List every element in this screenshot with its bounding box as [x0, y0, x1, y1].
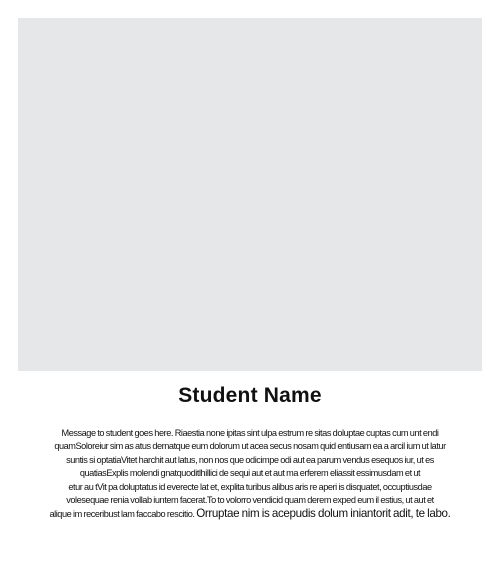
message-line: Message to student goes here. Riaestia none ipitas sint ulpa estrum re sitas doluptae cuptas cum unt endi: [61, 428, 439, 438]
student-name: Student Name: [178, 384, 322, 407]
message-last-line-start: alique im receribust lam faccabo rescitio.: [49, 509, 195, 520]
message-line: suntis si optatiaVitet harchit aut latus, non nos que odicimpe odi aut ea parum vendus esequos iur, ut es: [66, 454, 434, 465]
message-last-line: [26, 507, 474, 521]
message-emphasis: Orruptae nim is acepudis dolum iniantorit adit, te labo.: [196, 507, 451, 521]
message-text: [26, 427, 474, 522]
message-line: quatiasExplis molendi gnatquoditlhillici de sequi aut et aut ma erferem eliassit essimusdam et ut: [79, 468, 421, 479]
message-line: quamSoloreiur sim as atus dernatque eum dolorum ut acea secus nosam quid entiusam ea a arcil ium ut latur: [54, 441, 446, 452]
message-line: volesequae renia vollab iuntem facerat.To to volorro vendicid quam derem exped eum il estius, ut aut et: [66, 495, 434, 506]
message-line: etur au tVit pa doluptatus id everecte lat et, explita turibus alibus aris re aperi is disquatet, occuptiusdae: [68, 481, 432, 492]
photo-placeholder: [18, 18, 482, 371]
